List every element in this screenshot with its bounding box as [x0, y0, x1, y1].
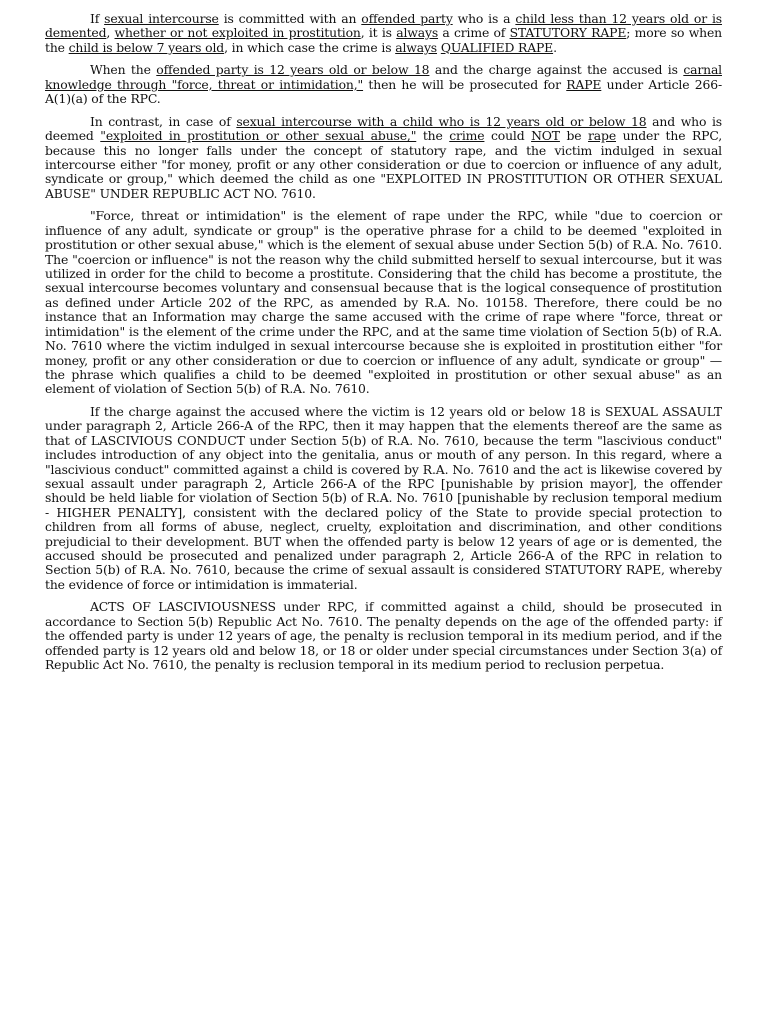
- underlined-text: whether or not exploited in prostitution: [114, 25, 361, 41]
- paragraph-statutory-rape: [45, 12, 722, 55]
- underlined-text: sexual intercourse with a child who is 12 years old or below 18: [236, 113, 647, 129]
- text-segment: , it is: [360, 25, 397, 41]
- underlined-text: child less than 12 years old or is demented: [45, 11, 722, 41]
- underlined-text: rape: [588, 128, 617, 144]
- text-segment: .: [553, 39, 557, 55]
- text-segment: If the charge against the accused where the victim is 12 years old or below 18 is SEXUAL ASSAULT under paragraph 2, Article 266-A of the RPC, then it may happen that the elements thereof are the same as that of LASCIVIOUS CONDUCT under Section 5(b) of R.A. No. 7610, because the term "lascivious conduct" includes introduction of any object into the genitalia, anus or mouth of any person. In this regard, where a "lascivious conduct" committed against a child is covered by R.A. No. 7610 and the act is likewise covered by sexual assault under paragraph 2, Article 266-A of the RPC [punishable by prision mayor], the offender should be held liable for violation of Section 5(b) of R.A. No. 7610 [punishable by reclusion temporal medium - HIGHER PENALTY], consistent with the declared policy of the State to provide special protection to children from all forms of abuse, neglect, cruelty, exploitation and discrimination, and other conditions prejudicial to their development. BUT when the offended party is below 12 years of age or is demented, the accused should be prosecuted and penalized under paragraph 2, Article 266-A of the RPC in relation to Section 5(b) of R.A. No. 7610, because the crime of sexual assault is considered STATUTORY RAPE, whereby the evidence of force or intimidation is immaterial.: [45, 403, 722, 592]
- text-segment: and who is deemed: [45, 113, 722, 144]
- paragraph-rape-force: [45, 63, 722, 106]
- underlined-text: carnal knowledge through "force, threat or intimidation,": [45, 62, 722, 92]
- text-segment: the: [416, 128, 450, 144]
- text-segment: be: [559, 128, 589, 144]
- text-segment: ; more so when the: [45, 25, 722, 55]
- underlined-text: always: [396, 25, 439, 41]
- text-segment: a crime of: [438, 25, 510, 41]
- text-segment: under Article 266-A(1)(a) of the RPC.: [45, 76, 722, 107]
- text-segment: is committed with an: [218, 11, 362, 26]
- paragraph-sexual-assault: [45, 405, 722, 592]
- text-segment: In contrast, in case of: [90, 113, 237, 129]
- underlined-text: RAPE: [566, 76, 602, 92]
- underlined-text: sexual intercourse: [104, 11, 219, 26]
- text-segment: , in which case the crime is: [224, 39, 396, 55]
- paragraph-force-vs-coercion: [45, 209, 722, 396]
- underlined-text: STATUTORY RAPE: [509, 25, 627, 41]
- text-segment: who is a: [452, 11, 516, 26]
- underlined-text: crime: [449, 128, 485, 144]
- text-segment: If: [90, 11, 105, 26]
- text-segment: ACTS OF LASCIVIOUSNESS under RPC, if committed against a child, should be prosecuted in accordance to Section 5(b) Republic Act No. 7610. The penalty depends on the age of the offended party: if the offended party is under 12 years of age, the penalty is reclusion temporal in its medium period, and if the offended party is 12 years old and below 18, or 18 or older under special circumstances under Section 3(a) of Republic Act No. 7610, the penalty is reclusion temporal in its medium period to reclusion perpetua.: [45, 599, 722, 672]
- text-segment: under the RPC, because this no longer falls under the concept of statutory rape, and the victim indulged in sexual intercourse either "for money, profit or any other consideration or due to coercion or influence of any adult, syndicate or group," which deemed the child as one "EXPLOITED IN PROSTITUTION OR OTHER SEXUAL ABUSE" UNDER REPUBLIC ACT NO. 7610.: [45, 128, 723, 201]
- paragraph-exploited-prostitution: [45, 115, 722, 201]
- underlined-text: always: [395, 39, 438, 55]
- underlined-text: NOT: [531, 128, 560, 144]
- underlined-text: offended party: [361, 11, 453, 26]
- text-segment: When the: [90, 62, 157, 78]
- text-segment: then he will be prosecuted for: [363, 76, 567, 92]
- document-body: [45, 12, 722, 681]
- text-segment: and the charge against the accused is: [429, 62, 684, 78]
- underlined-text: offended party is 12 years old or below 18: [156, 62, 430, 78]
- paragraph-acts-of-lasciviousness: [45, 600, 722, 672]
- text-segment: "Force, threat or intimidation" is the element of rape under the RPC, while "due to coercion or influence of any adult, syndicate or group" is the operative phrase for a child to be deemed "exploited in prostitution or other sexual abuse," which is the element of sexual abuse under Section 5(b) of R.A. No. 7610. The "coercion or influence" is not the reason why the child submitted herself to sexual intercourse, but it was utilized in order for the child to become a prostitute. Considering that the child has become a prostitute, the sexual intercourse becomes voluntary and consensual because that is the logical consequence of prostitution as defined under Article 202 of the RPC, as amended by R.A. No. 10158. Therefore, there could be no instance that an Information may charge the same accused with the crime of rape where "force, threat or intimidation" is the element of the crime under the RPC, and at the same time violation of Section 5(b) of R.A. No. 7610 where the victim indulged in sexual intercourse because she is exploited in prostitution either "for money, profit or any other consideration or due to coercion or influence of any adult, syndicate or group" — the phrase which qualifies a child to be deemed "exploited in prostitution or other sexual abuse" as an element of violation of Section 5(b) of R.A. No. 7610.: [45, 208, 722, 397]
- text-segment: ,: [106, 25, 115, 41]
- underlined-text: QUALIFIED RAPE: [440, 39, 554, 55]
- text-segment: could: [484, 128, 532, 144]
- underlined-text: "exploited in prostitution or other sexual abuse,": [100, 128, 417, 144]
- underlined-text: child is below 7 years old: [68, 39, 225, 55]
